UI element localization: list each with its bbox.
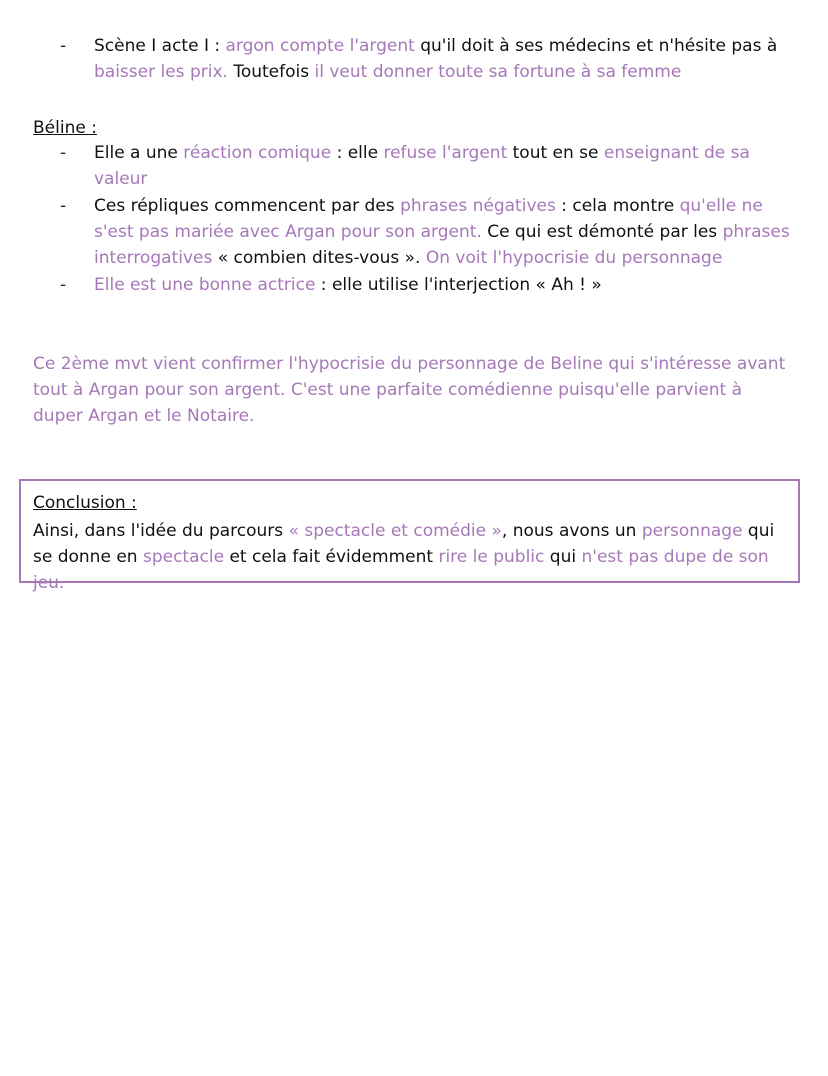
text-segment: : elle utilise l'interjection « Ah ! » (315, 275, 602, 295)
bullet-dash: - (60, 196, 67, 216)
conclusion-box (19, 479, 800, 593)
text-segment: « combien dites-vous ». (212, 248, 426, 268)
highlighted-text: refuse l'argent (383, 143, 508, 163)
highlighted-text: enseignant de sa valeur (94, 143, 750, 189)
bullet-beline-2 (60, 193, 800, 271)
conclusion-text (33, 518, 793, 596)
text-segment: Scène I acte I : (94, 36, 226, 56)
text-segment: tout en se (507, 143, 604, 163)
text-segment: Ces répliques commencent par des (94, 196, 401, 216)
section-heading-beline: Béline : (33, 118, 97, 138)
highlighted-text: rire le public (438, 547, 545, 567)
bullet-text (94, 193, 800, 271)
highlighted-text: argon compte l'argent (225, 36, 415, 56)
bullet-text (94, 272, 800, 298)
text-segment: : cela montre (555, 196, 680, 216)
text-segment: Toutefois (227, 62, 315, 82)
conclusion-title: Conclusion : (33, 493, 137, 513)
bullet-beline-1 (60, 140, 800, 192)
highlighted-text: n'est pas dupe de son jeu. (33, 547, 769, 593)
highlighted-text: Elle est une bonne actrice (94, 275, 316, 295)
text-segment: qu'il doit à ses médecins et n'hésite pas à (414, 36, 778, 56)
bullet-dash: - (60, 36, 67, 56)
text-segment: et cela fait évidemment (224, 547, 439, 567)
text-segment: , nous avons un (501, 521, 642, 541)
highlighted-text: spectacle (142, 547, 225, 567)
text-segment: qui se donne en (33, 521, 775, 567)
highlighted-text: phrases interrogatives (94, 222, 790, 268)
highlighted-text: phrases négatives (400, 196, 556, 216)
bullet-text (94, 140, 800, 192)
bullet-scene-1 (60, 33, 800, 85)
text-segment: : elle (331, 143, 384, 163)
highlighted-text: « spectacle et comédie » (288, 521, 502, 541)
text-segment: Ce qui est démonté par les (481, 222, 723, 242)
highlighted-text: baisser les prix. (94, 62, 228, 82)
text-segment: Elle a une (94, 143, 184, 163)
highlighted-text: On voit l'hypocrisie du personnage (425, 248, 723, 268)
bullet-dash: - (60, 275, 67, 295)
highlighted-text: il veut donner toute sa fortune à sa femme (314, 62, 682, 82)
highlighted-text: qu'elle ne s'est pas mariée avec Argan pour son argent. (94, 196, 763, 242)
text-segment: qui (544, 547, 582, 567)
bullet-text (94, 33, 800, 85)
summary-paragraph: Ce 2ème mvt vient confirmer l'hypocrisie du personnage de Beline qui s'intéresse avant tout à Argan pour son argent. C'est une parfaite comédienne puisqu'elle parvient à duper Argan et le Notaire. (33, 354, 786, 426)
bullet-beline-3 (60, 272, 800, 298)
highlighted-text: réaction comique (183, 143, 332, 163)
text-segment: Ainsi, dans l'idée du parcours (33, 521, 289, 541)
highlighted-text: personnage (641, 521, 743, 541)
bullet-dash: - (60, 143, 67, 163)
